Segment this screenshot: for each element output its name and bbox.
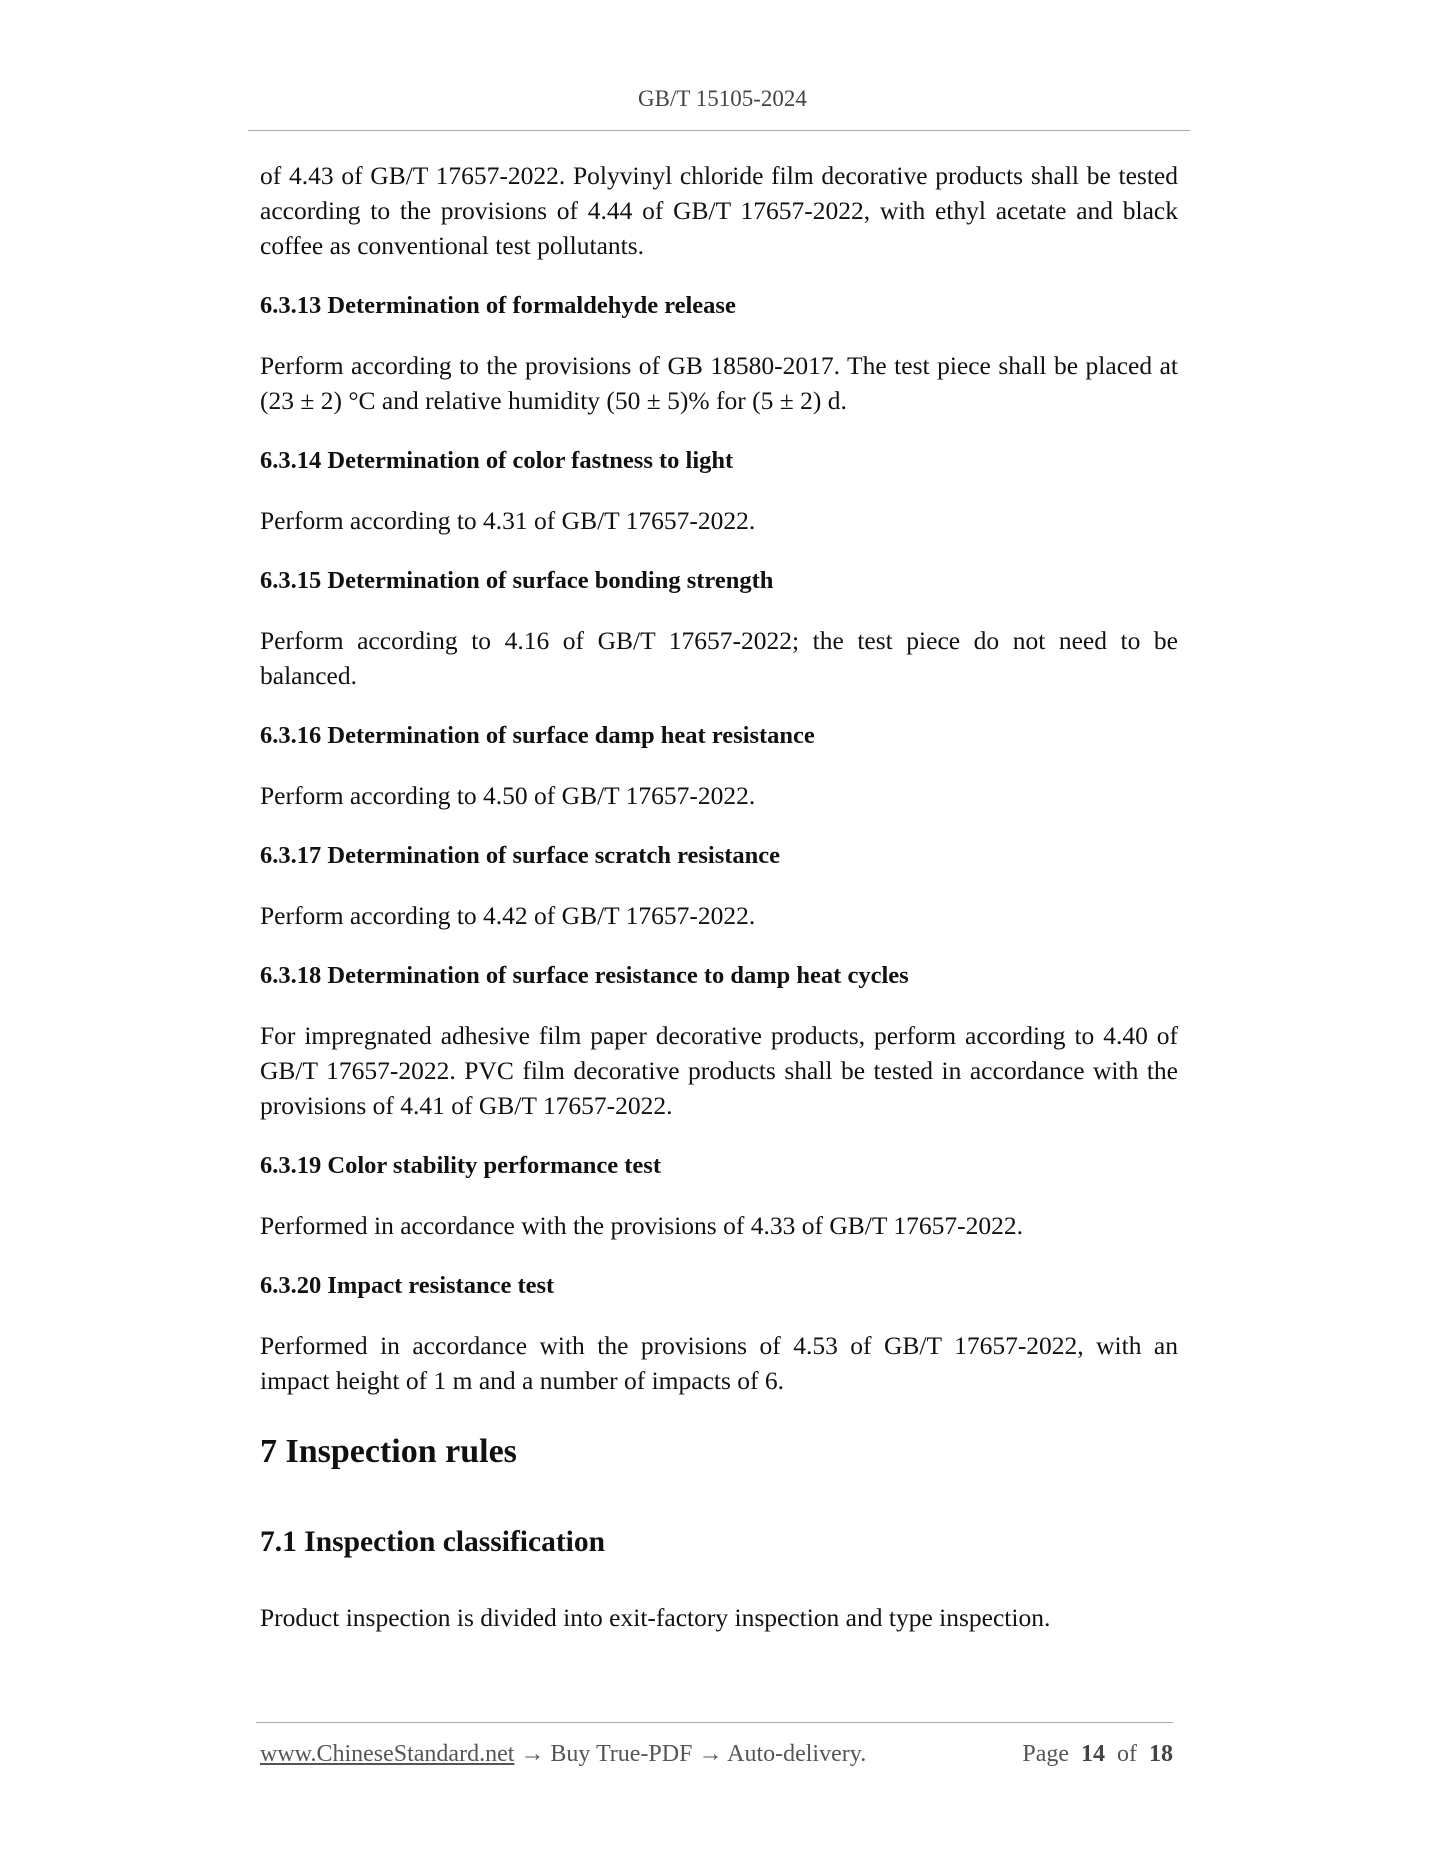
- clause-6-3-20-heading: 6.3.20 Impact resistance test: [260, 1272, 555, 1299]
- section-7-1-text: Product inspection is divided into exit-factory inspection and type inspection.: [260, 1603, 1051, 1632]
- clause-6-3-16-text: Perform according to 4.50 of GB/T 17657-2022.: [260, 781, 756, 810]
- clause-6-3-16-heading: 6.3.16 Determination of surface damp heat resistance: [260, 722, 815, 749]
- clause-6-3-17-heading: 6.3.17 Determination of surface scratch resistance: [260, 842, 781, 869]
- page-indicator: [1022, 1738, 1173, 1770]
- of-label: of: [1117, 1741, 1137, 1767]
- site-link[interactable]: www.ChineseStandard.net: [260, 1741, 515, 1767]
- clause-6-3-18-text: For impregnated adhesive film paper decorative products, perform according to 4.40 of GB/T 17657-2022. PVC film decorative products shall be tested in accordance with the provisions of 4.41 of GB/T 17657-2022.: [260, 1021, 1178, 1120]
- clause-6-3-17-text: Perform according to 4.42 of GB/T 17657-2022.: [260, 901, 756, 930]
- clause-6-3-19-text: Performed in accordance with the provisions of 4.33 of GB/T 17657-2022.: [260, 1211, 1023, 1240]
- clause-6-3-13-text: Perform according to the provisions of GB 18580-2017. The test piece shall be placed at (23 ± 2) °C and relative humidity (50 ± 5)% for (5 ± 2) d.: [260, 351, 1178, 415]
- chapter-7-heading: 7 Inspection rules: [260, 1433, 517, 1470]
- clause-6-3-13-heading: 6.3.13 Determination of formaldehyde release: [260, 292, 736, 319]
- header-divider: [248, 130, 1190, 131]
- clause-6-3-20-text: Performed in accordance with the provisions of 4.53 of GB/T 17657-2022, with an impact height of 1 m and a number of impacts of 6.: [260, 1331, 1178, 1395]
- intro-paragraph: of 4.43 of GB/T 17657-2022. Polyvinyl chloride film decorative products shall be tested according to the provisions of 4.44 of GB/T 17657-2022, with ethyl acetate and black coffee as conventional test pollutants.: [260, 161, 1178, 260]
- footer-promo: [260, 1738, 866, 1770]
- footer-divider: [256, 1722, 1173, 1723]
- clause-6-3-15-text: Perform according to 4.16 of GB/T 17657-2022; the test piece do not need to be balanced.: [260, 626, 1178, 690]
- clause-6-3-14-text: Perform according to 4.31 of GB/T 17657-2022.: [260, 506, 756, 535]
- page-label: Page: [1022, 1741, 1069, 1767]
- clause-6-3-18-heading: 6.3.18 Determination of surface resistance to damp heat cycles: [260, 962, 909, 989]
- page-content: [260, 158, 1178, 1660]
- clause-6-3-19-heading: 6.3.19 Color stability performance test: [260, 1152, 661, 1179]
- clause-6-3-15-heading: 6.3.15 Determination of surface bonding strength: [260, 567, 774, 594]
- section-7-1-heading: 7.1 Inspection classification: [260, 1526, 605, 1558]
- document-code-header: GB/T 15105-2024: [638, 86, 807, 111]
- clause-6-3-14-heading: 6.3.14 Determination of color fastness to light: [260, 447, 734, 474]
- total-page-number: 18: [1149, 1741, 1173, 1767]
- current-page-number: 14: [1081, 1741, 1105, 1767]
- promo-text: → Buy True-PDF → Auto-delivery.: [514, 1741, 867, 1767]
